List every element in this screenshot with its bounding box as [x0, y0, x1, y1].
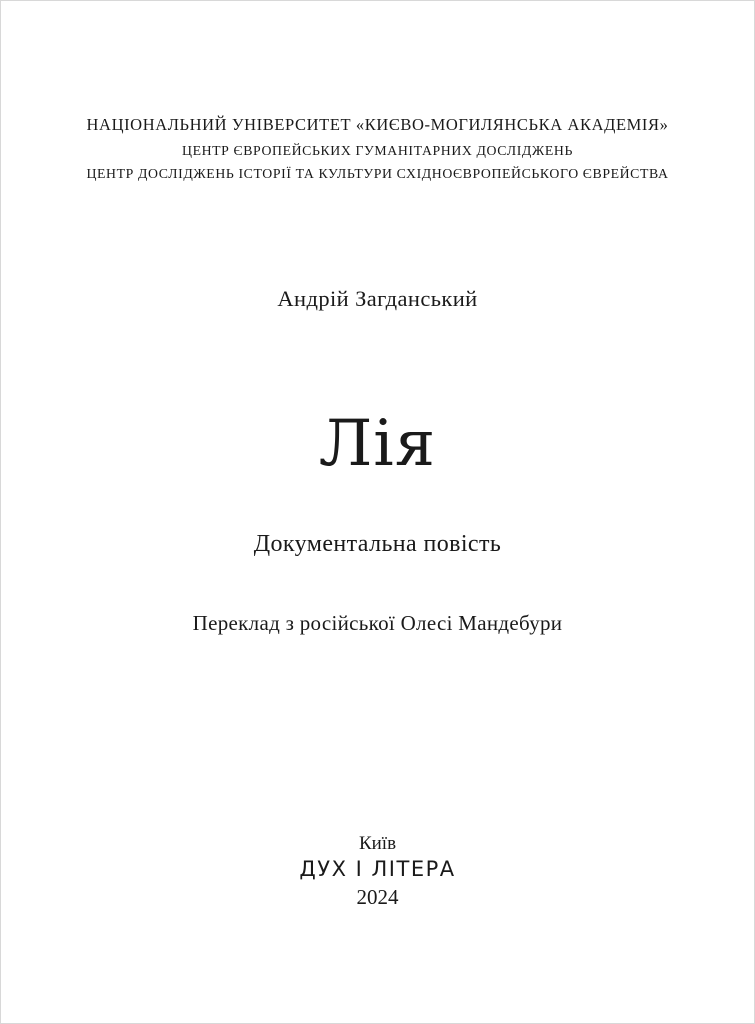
imprint-year: 2024 [356, 885, 399, 909]
book-title: Лія [318, 407, 437, 481]
institution-center-humanities: ЦЕНТР ЄВРОПЕЙСЬКИХ ГУМАНІТАРНИХ ДОСЛІДЖЕНЬ [182, 143, 573, 158]
book-subtitle: Документальна повість [253, 531, 502, 557]
imprint-publisher: ДУХ І ЛІТЕРА [299, 857, 456, 881]
institution-university: НАЦІОНАЛЬНИЙ УНІВЕРСИТЕТ «КИЄВО-МОГИЛЯНСЬКА АКАДЕМІЯ» [86, 115, 669, 134]
imprint-city: Київ [358, 833, 397, 854]
translation-credit: Переклад з російської Олесі Мандебури [192, 611, 563, 635]
author-name: Андрій Загданський [277, 286, 478, 311]
institution-center-jewish-studies: ЦЕНТР ДОСЛІДЖЕНЬ ІСТОРІЇ ТА КУЛЬТУРИ СХІДНОЄВРОПЕЙСЬКОГО ЄВРЕЙСТВА [86, 166, 669, 181]
